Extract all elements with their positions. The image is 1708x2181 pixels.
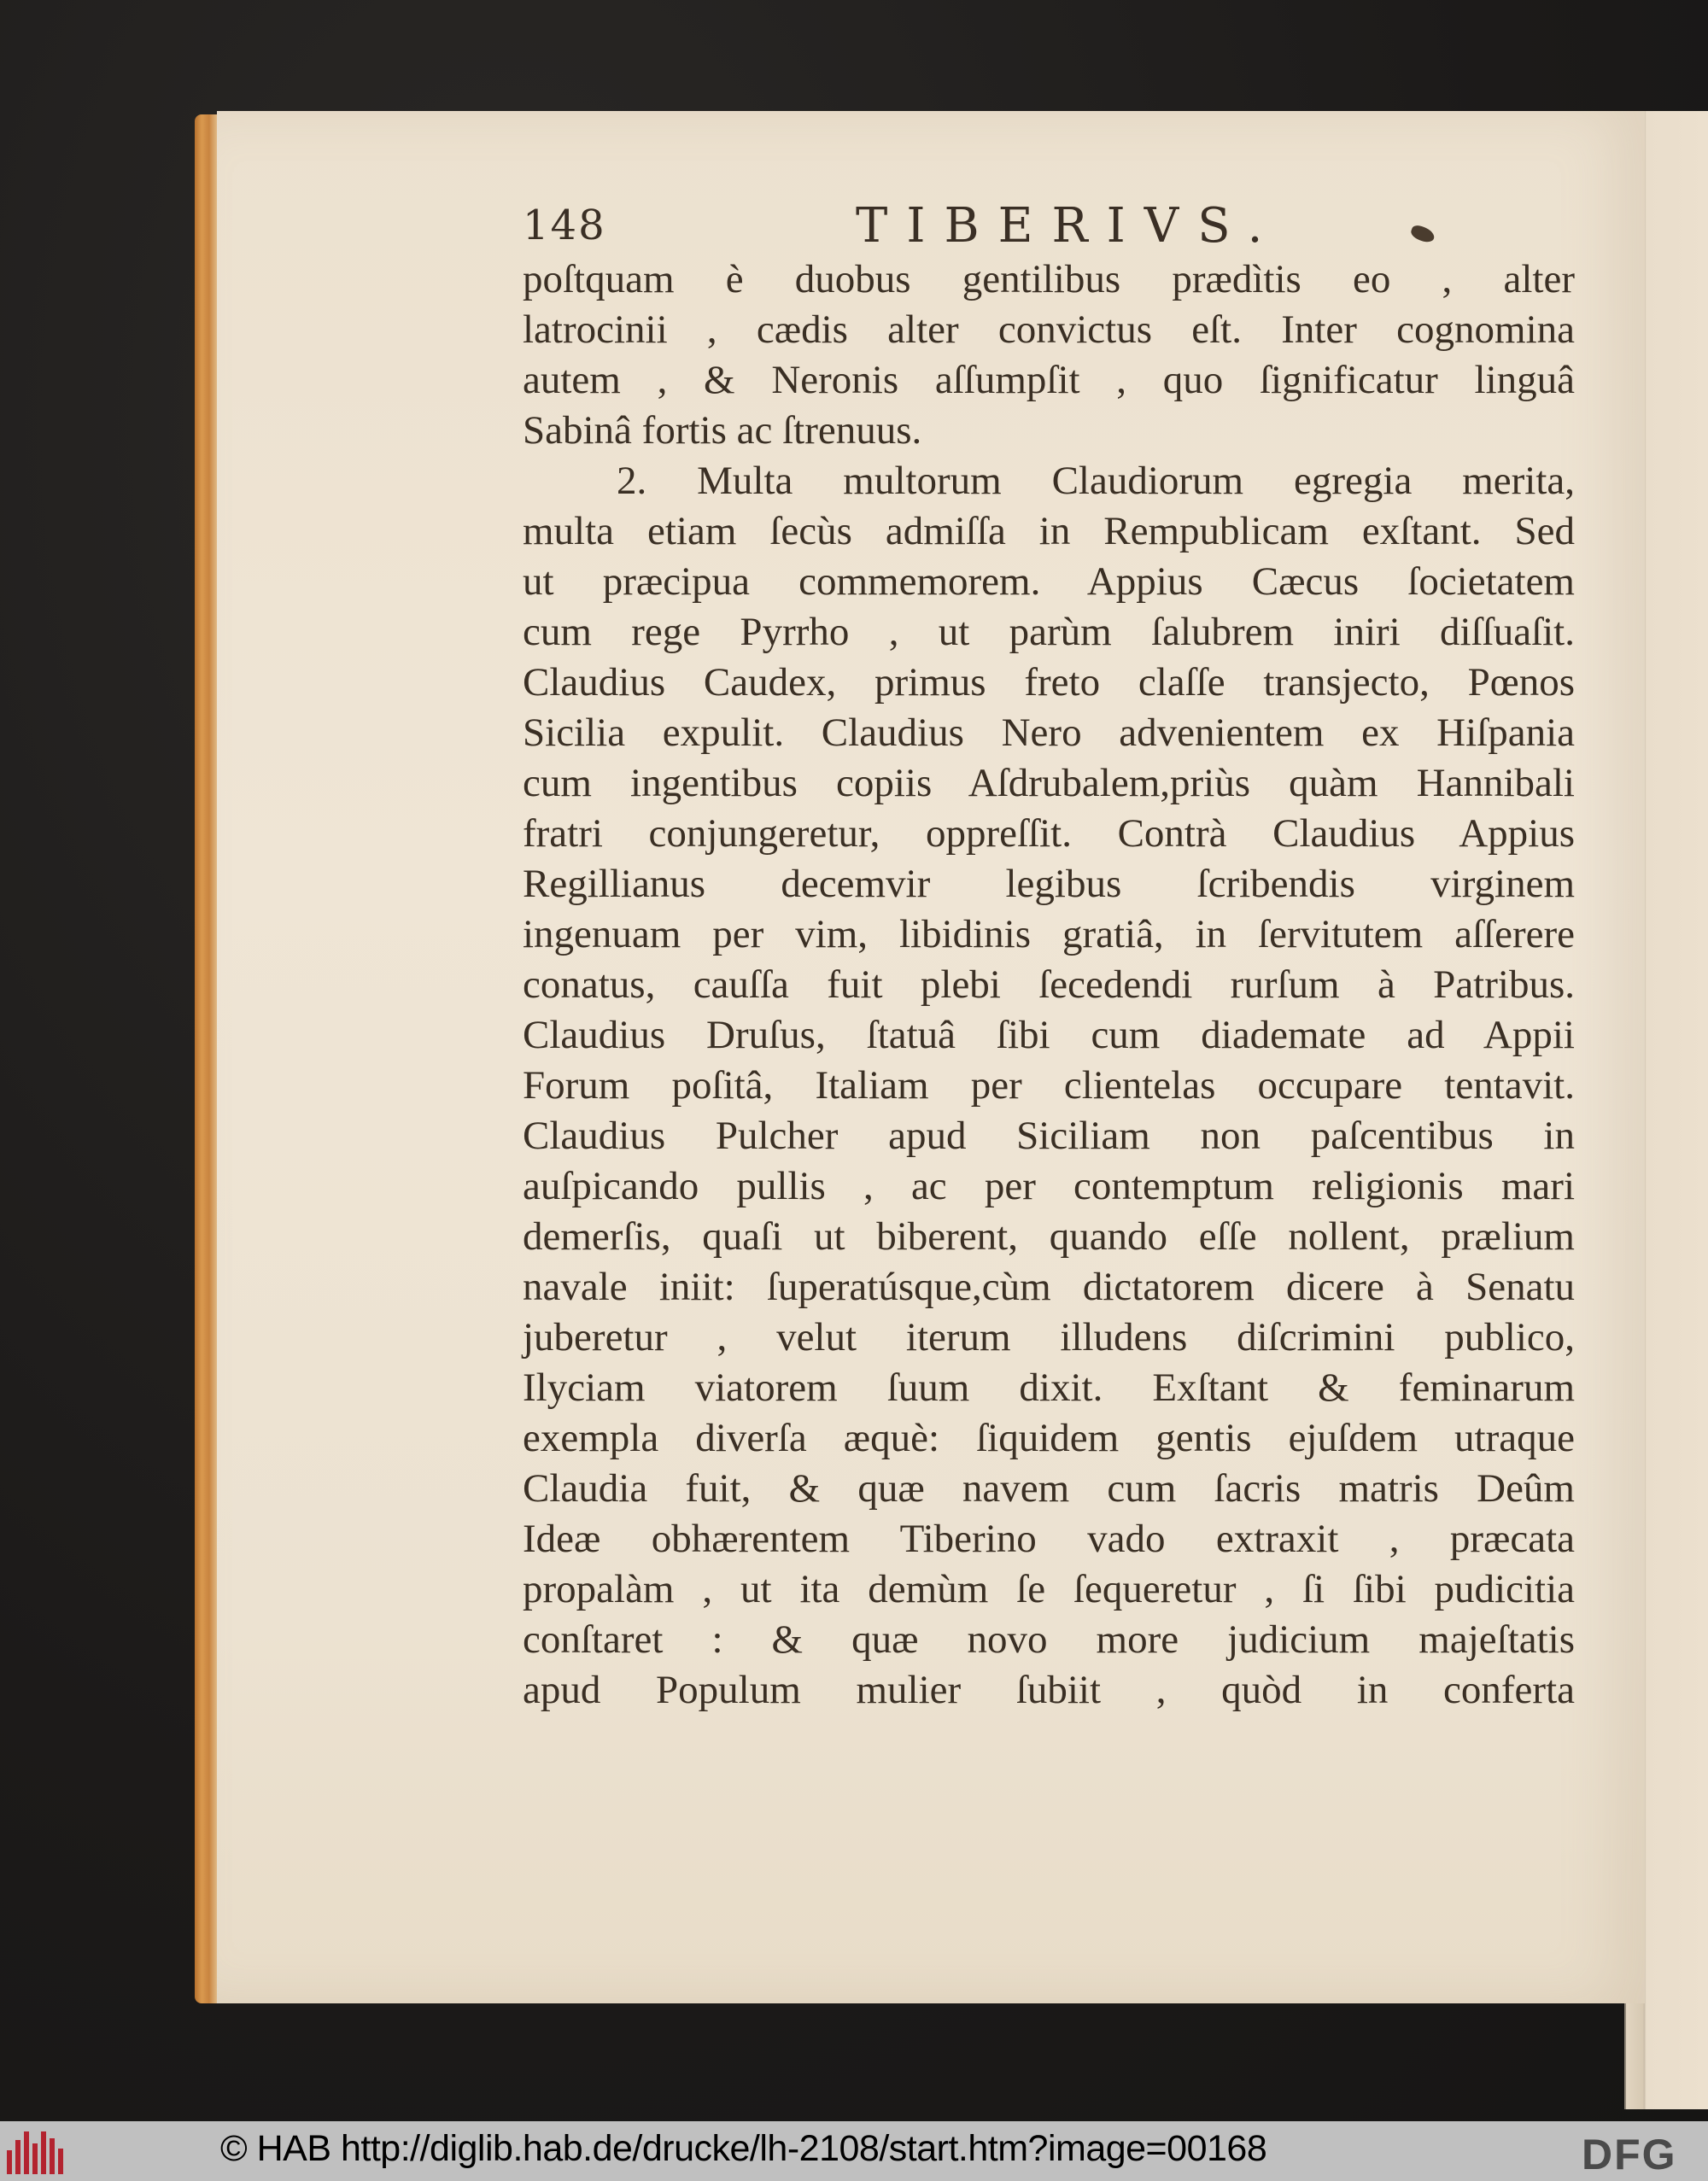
text-line: Forum poſitâ, Italiam per clientelas occupare tentavit. [523,1063,1575,1108]
body-text [523,254,1575,1716]
paragraph-start-line: 2. Multa multorum Claudiorum egregia merita, [617,459,1575,503]
text-line: Claudius Caudex, primus freto claſſe transjecto, Pœnos [523,660,1575,705]
footer-bar [0,2121,1708,2181]
text-line: Claudia fuit, & quæ navem cum ſacris matris Deûm [523,1466,1575,1511]
text-line: propalàm , ut ita demùm ſe ſequeretur , ſi ſibi pudicitia [523,1567,1575,1611]
running-head [523,198,1582,254]
text-line: conſtaret : & quæ novo more judicium majeſtatis [523,1617,1575,1662]
text-line: Sabinâ fortis ac ſtrenuus. [523,408,922,453]
hab-logo-icon [5,2131,70,2174]
text-line: multa etiam ſecùs admiſſa in Rempublicam exſtant. Sed [523,509,1575,553]
text-line: ut præcipua commemorem. Appius Cæcus ſocietatem [523,559,1575,604]
text-line: Claudius Druſus, ſtatuâ ſibi cum diademate ad Appii [523,1013,1575,1057]
text-line: poſtquam è duobus gentilibus prædìtis eo , alter [523,257,1575,301]
text-line: Regillianus decemvir legibus ſcribendis virginem [523,862,1575,906]
text-line: autem , & Neronis aſſumpſit , quo ſignificatur linguâ [523,358,1575,402]
text-line: navale iniit: ſuperatúsque,cùm dictatorem dicere à Senatu [523,1265,1575,1309]
text-line: Claudius Pulcher apud Siciliam non paſcentibus in [523,1114,1575,1158]
text-line: Sicilia expulit. Claudius Nero advenientem ex Hiſpania [523,710,1575,755]
text-line: cum ingentibus copiis Aſdrubalem,priùs quàm Hannibali [523,761,1575,805]
text-line: Ideæ obhærentem Tiberino vado extraxit , præcata [523,1517,1575,1561]
text-line: apud Populum mulier ſubiit , quòd in conferta [523,1668,1575,1712]
page-fore-edge [195,114,219,2003]
text-line: latrocinii , cædis alter convictus eſt. Inter cognomina [523,307,1575,352]
show-through-text [1652,239,1703,1862]
text-line: auſpicando pullis , ac per contemptum religionis mari [523,1164,1575,1208]
text-line: juberetur , velut iterum illudens diſcrimini publico, [523,1315,1575,1359]
running-title: TIBERIVS. [856,198,1282,254]
ink-blot-icon [1409,224,1436,245]
text-line: fratri conjungeretur, oppreſſit. Contrà Claudius Appius [523,811,1575,856]
text-line: Ilyciam viatorem ſuum dixit. Exſtant & feminarum [523,1365,1575,1410]
text-line: cum rege Pyrrho , ut parùm ſalubrem iniri diſſuaſit. [523,610,1575,654]
copyright-link[interactable]: © HAB http://diglib.hab.de/drucke/lh-2108/start.htm?image=00168 [220,2128,1267,2169]
text-line: exempla diverſa æquè: ſiquidem gentis ejuſdem utraque [523,1416,1575,1460]
text-line: demerſis, quaſi ut biberent, quando eſſe nollent, prælium [523,1214,1575,1259]
page-number: 148 [523,202,606,249]
text-line: ingenuam per vim, libidinis gratiâ, in ſervitutem aſſerere [523,912,1575,956]
text-line: conatus, cauſſa fuit plebi ſecedendi rurſum à Patribus. [523,962,1575,1007]
dfg-logo: DFG [1582,2131,1677,2178]
